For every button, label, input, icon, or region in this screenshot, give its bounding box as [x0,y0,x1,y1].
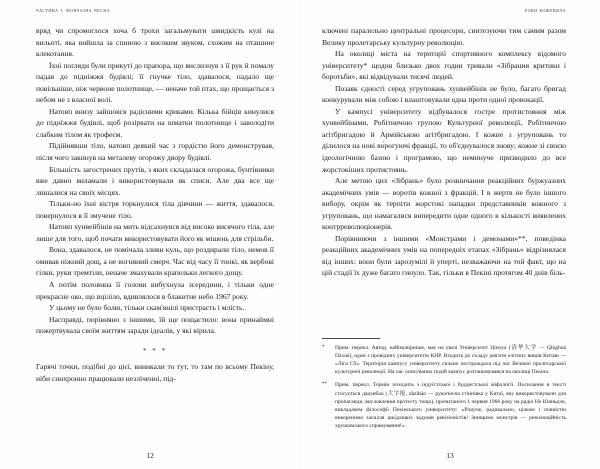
left-running-head: частина i. мовчазна весна [36,8,111,14]
footnote-item [322,344,566,376]
paragraph: вряд чи спромоглося хоча б трохи загальмувати швидкість кулі на вильоті, яка вийшла за спиною з високим звуком, схожим на пташине клекотання. [36,26,274,59]
footnote-text: Прим. перекл. Термін походить з індуїстської і буддистської міфології. Посилання в тексті стосується дацзибао (大字报, dàzìbào — рукописна стіннівка у Китаї, яку використовували для пропаганди, висловлення протесту тощо), прочитаного 1 червня 1966 року на радіо Не Юаньцзи, викладачем філософії Пекінського університету: «Рішуче, радикально, цілком і повністю викоренимо засилля шкідливих задумів ревізіоністів! Знищимо монстрів — революційність хрущовського спрямування!». [335,382,566,429]
right-page-number: 13 [446,451,454,460]
paragraph: Гарячі точки, подібні до цієї, виникали то тут, то там по всьому Пекіну, ніби синхронно працювали незліченні, під- [36,362,274,383]
right-body-text [322,25,566,279]
paragraph: Насправді, порівняно з іншими, їй ще пощастило: вона принаймні пожертвувала своїм життям заради ідеалів, у які вірила. [36,314,274,336]
paragraph: Натовп внизу зайшовся радісними криками. Кілька бійців кинулися до підніжжя будівлі, щоб розірвати на шматки полотнище і заволодіти слабким тілом як трофеєм. [36,106,274,139]
paragraph: Підійнявши тіло, натовп деякий час з гордістю його демонстрував, після чого закинув на металеву огорожу двору будівлі. [36,141,274,163]
paragraph: Позаяк єдності серед угруповань хунвейбінів не було, багато бригад конкурували між собою і влаштовували одна проти одної провокації. [322,83,566,105]
paragraph: Порівнюючи з іншими «Монстрами і демонами»**, поведінка реакційних академічних умів на попередніх етапах «Зібрань» відрізнялася від інших: вони були зарозумілі й уперті, незважаючи на той факт, що на цій стадії їх дуже багато гинуло. Так, тільки в Пекіні протягом 40 днів біль- [322,233,566,278]
right-running-head: роки кожевила [524,8,566,14]
paragraph: А потім половина її голови вибухнула зсередини, і тільки одне прекрасне око, що вціліло, вдивлялося в блакитне небо 1967 року. [36,280,274,301]
paragraph: Тільки-но їхні вістря торкнулися тіла дівчини — життя, здавалося, повернулося в її змучене тіло. [36,199,274,220]
left-page-number: 12 [146,451,154,460]
paragraph: Їхні погляди були прикуті до прапора, що вислизнув з її рук й помалу падав до підніжжя будівлі; її гнучке тіло, здавалося, падало ще повільніше, ніж червоне полотнище, — неначе той птах, що прощається з небом не з власної волі. [36,60,274,105]
paragraph: ключені паралельно центральні процесори, синтезуючи тим самим разом Велику пролетарську культурну революцію. [322,26,566,47]
footnote-item [322,381,566,430]
paragraph: Але метою цих «Зібрань» було розвінчання реакційних буржуазних академічних умів — воротів кожної з фракцій. І в жертв не було іншого вибору, окрім як терпіти жорстокі нападки представників кожного з угруповань, що намагалися випередити одне одного в кількості виявлених контрреволюціонерів. [322,176,566,232]
footnote-section [322,338,566,435]
left-body-text [36,25,274,384]
paragraph: Натовп хунвейбінів на мить відсахнувся від високо висячого тіла, але лише для того, щоб почати використовувати його як мішень для стрільби. [36,222,274,243]
right-page [300,0,600,469]
footnote-marker: ** [322,382,327,388]
footnote-rule [322,338,380,339]
footnote-text: Прим. перекл. Автор, найімовірніше, має на увазі Університет Цінхуа (清华大学 — Qīnghuá Dàxué), один з провідних університетів КНР. Входить до складу дев'яти елітних вишів Китаю — «Ліга С9». Територія кампусу університету сильно постраждала під час Великої пролетарської культурної революції. На час описуваних подій кампус розташовувався на околиці Пекіна. [335,345,566,376]
paragraph: У кампусі університету відбувалося гостре протистояння між хунвейбінами, Робітничою групою Культурної революції, Робітничою агітбригадою й Армійською агітбригадою. І кожне з угруповань то ділилося на нові во́рогуючі фракції, то об'єднувалося знову; кожне зі своєю ідеологічною базою і програмою, що неминуче призводило до все жорстокіших протистоянь. [322,106,566,174]
paragraph: Більшість загострених прутів, з яких складалася огорожа, бунтівники вже давно виламали і використовували як списи. Але два все ще лишалися на своїх місцях. [36,164,274,197]
paragraph: У цьому не було болю, тільки скам'янілі пристрасть і млість. [49,303,245,313]
paragraph: На околиці міста на території спортивного комплексу відомого університету* щодня близько двох годин тривали «Зібрання критики і боротьби», які відвідували тисячі людей. [322,49,566,82]
footnote-marker: * [322,345,325,351]
paragraph: Вона, здавалося, не помічала зливи куль, що роздирали тіло, немов її омивав ніжний дощ, а не вогняний смерч. Час від часу її тонкі, як вербові гілки, руки тремтіли, неначе змахували крапельки легкого дощу. [36,245,274,278]
section-divider: * * * [143,346,167,355]
